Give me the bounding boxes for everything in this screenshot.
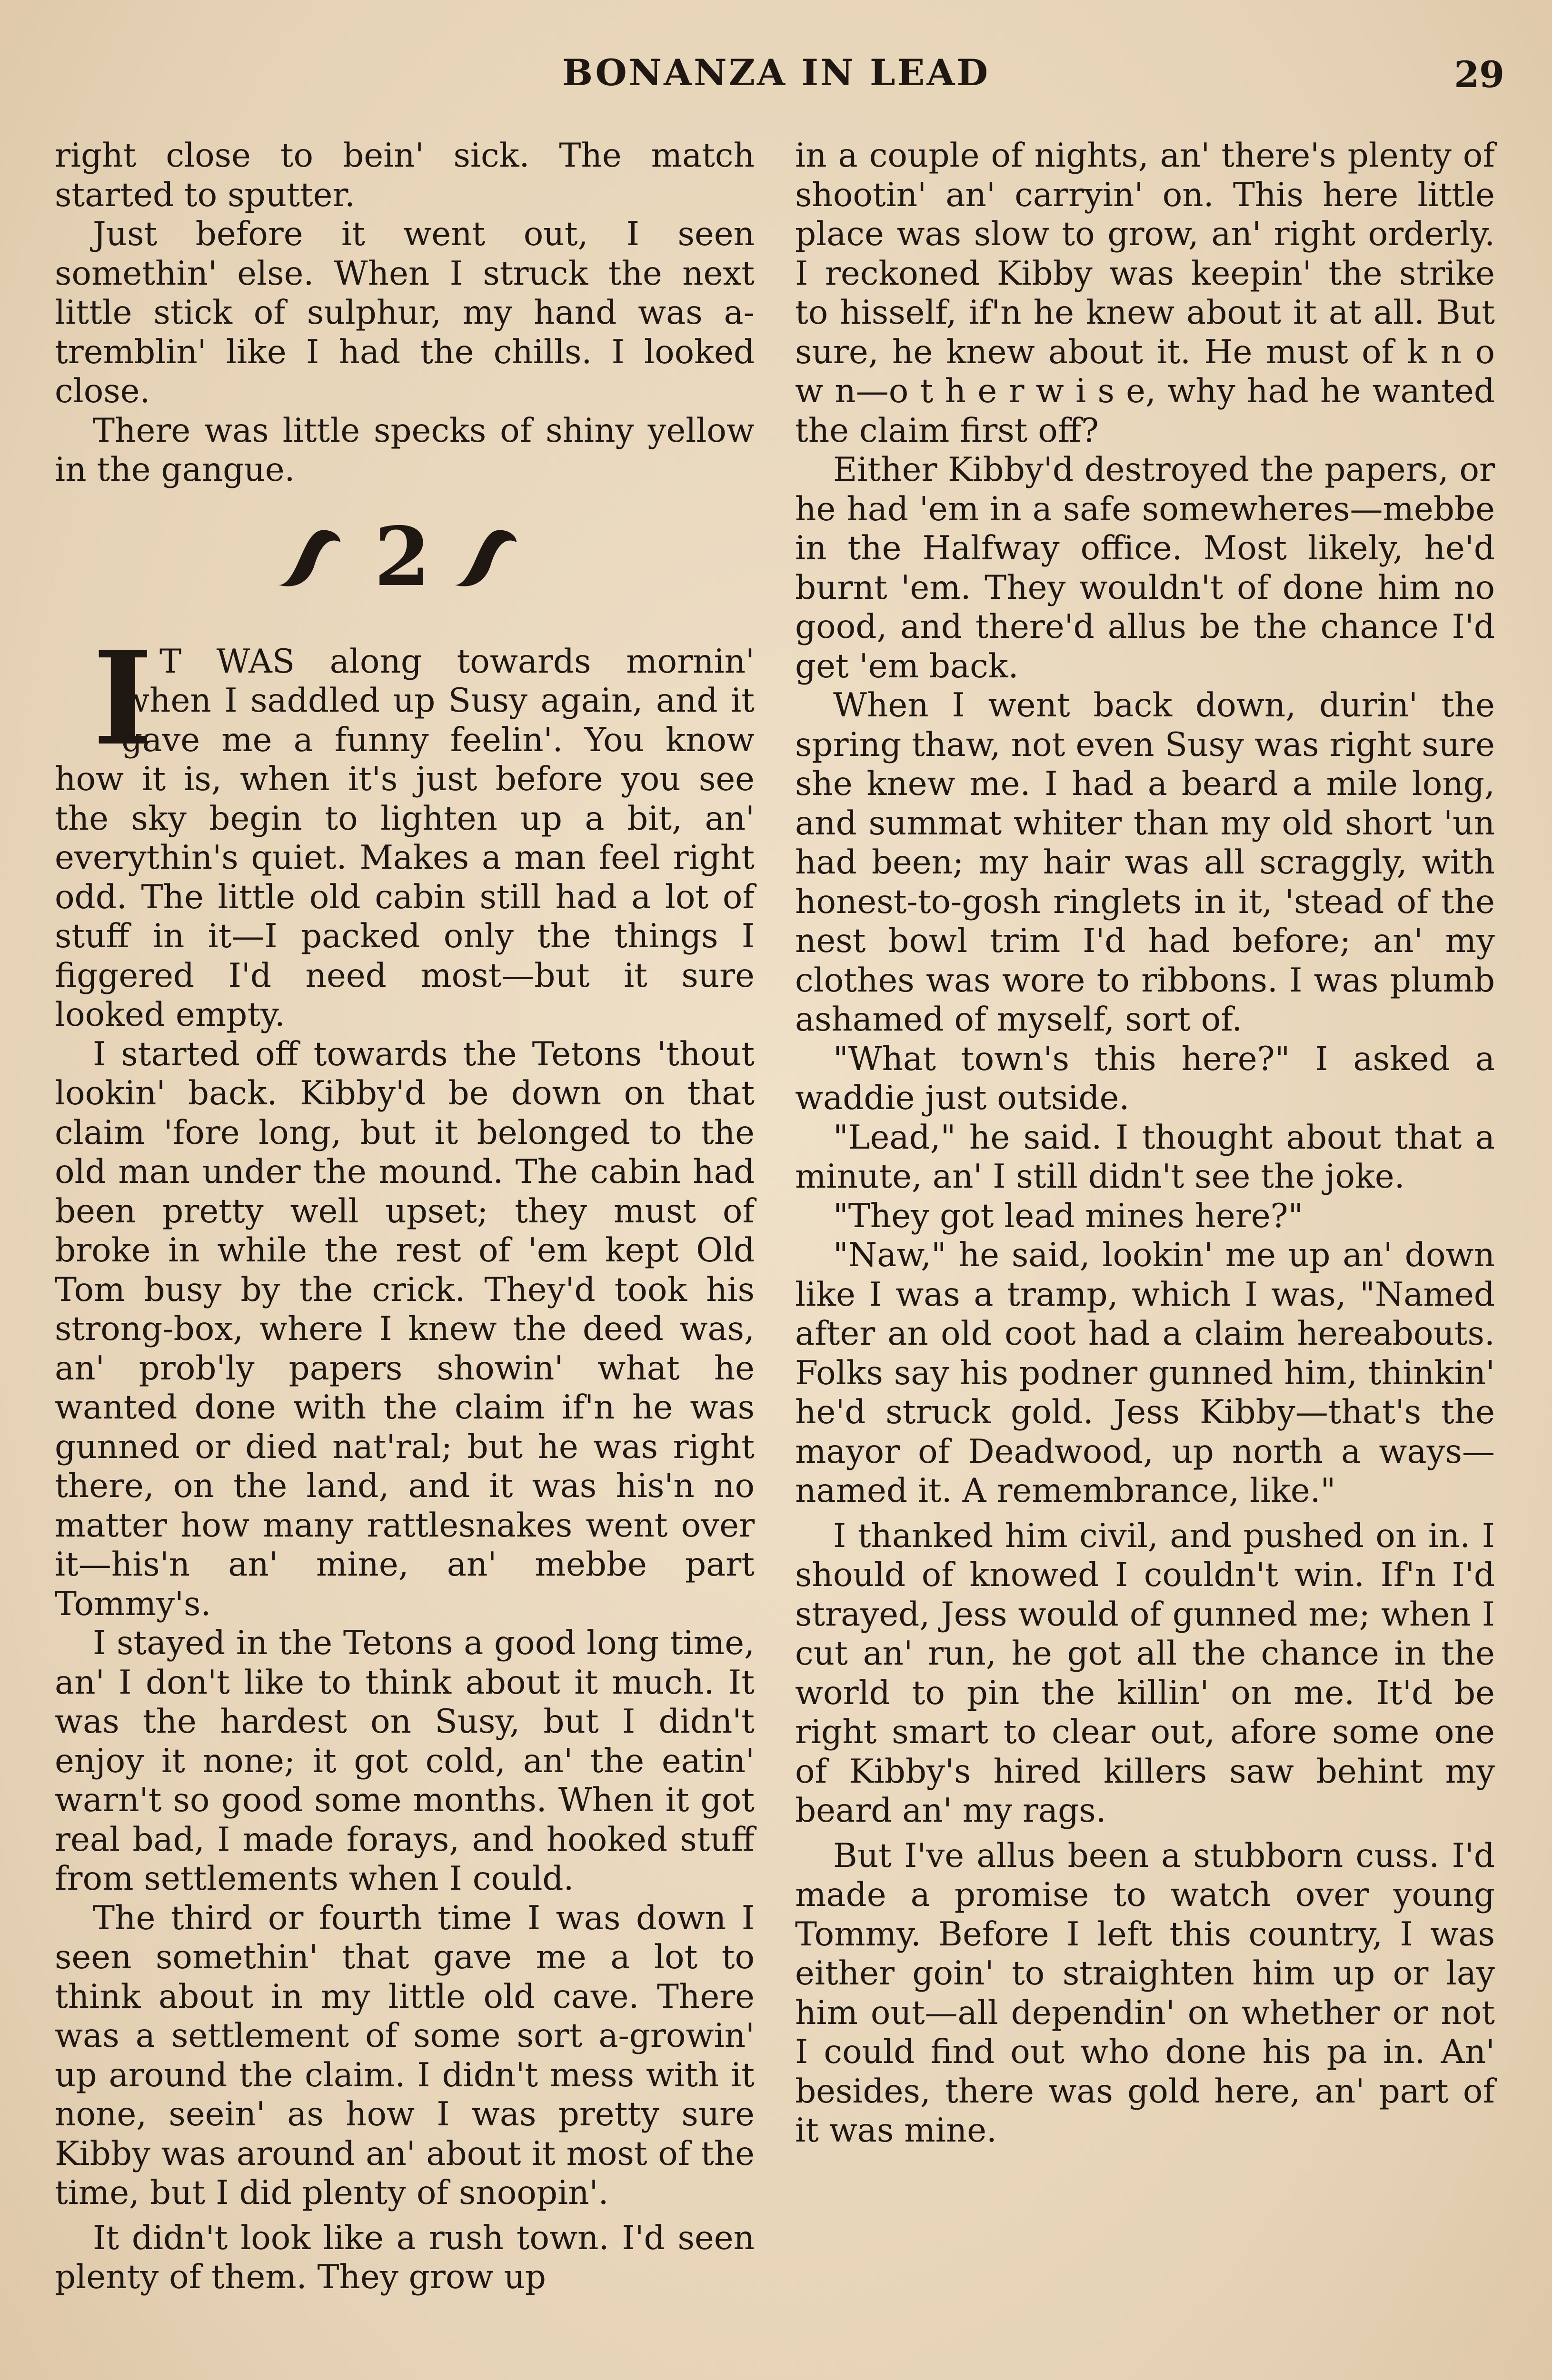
page-number: 29	[1454, 53, 1504, 96]
paragraph: The third or fourth time I was down I seen somethin' that gave me a lot to think about in my little old cave. There was a settlement of some sort a-growin' up around the claim. I didn't mess with it none, seein' as how I was pretty sure Kibby was around an' about it most of the time, but I did plenty of snoopin'.	[55, 1899, 755, 2212]
right-column	[795, 136, 1495, 2151]
section-number: 2	[374, 513, 431, 599]
paragraph: "Naw," he said, lookin' me up an' down like I was a tramp, which I was, "Named after an old coot had a claim hereabouts. Folks say his podner gunned him, thinkin' he'd struck gold. Jess Kibby—that's the mayor of Deadwood, up north a ways—named it. A remembrance, like."	[795, 1236, 1495, 1510]
paragraph: Just before it went out, I seen somethin' else. When I struck the next little stick of sulphur, my hand was a-tremblin' like I had the chills. I looked close.	[55, 215, 755, 410]
section-number-ornament	[269, 514, 536, 599]
paragraph: "What town's this here?" I asked a waddie just outside.	[795, 1040, 1495, 1117]
left-column	[55, 136, 755, 2297]
paragraph: Either Kibby'd destroyed the papers, or he had 'em in a safe somewheres—mebbe in the Halfway office. Most likely, he'd burnt 'em. They wouldn't of done him no good, and there'd allus be the chance I'd get 'em back.	[795, 451, 1495, 685]
paragraph: I started off towards the Tetons 'thout lookin' back. Kibby'd be down on that claim 'fore long, but it belonged to the old man under the mound. The cabin had been pretty well upset; they must of broke in while the rest of 'em kept Old Tom busy by the crick. They'd took his strong-box, where I knew the deed was, an' prob'ly papers showin' what he wanted done with the claim if'n he was gunned or died nat'ral; but he was right there, on the land, and it was his'n no matter how many rattlesnakes went over it—his'n an' mine, an' mebbe part Tommy's.	[55, 1035, 755, 1623]
paragraph: There was little specks of shiny yellow in the gangue.	[55, 411, 755, 489]
paragraph: I thanked him civil, and pushed on in. I should of knowed I couldn't win. If'n I'd strayed, Jess would of gunned me; when I cut an' run, he got all the chance in the world to pin the killin' on me. It'd be right smart to clear out, afore some one of Kibby's hired killers saw behint my beard an' my rags.	[795, 1517, 1495, 1830]
paragraph: I stayed in the Tetons a good long time, an' I don't like to think about it much. It was the hardest on Susy, but I didn't enjoy it none; it got cold, an' the eatin' warn't so good some months. When it got real bad, I made forays, and hooked stuff from settlements when I could.	[55, 1624, 755, 1898]
opening-text: T WAS along towards mornin' when I saddled up Susy again, and it gave me a funny feelin'. You know how it is, when it's just before you see the sky begin to lighten up a bit, an' everythin's quiet. Makes a man feel right odd. The little old cabin still had a lot of stuff in it—I packed only the things I figgered I'd need most—but it sure looked empty.	[55, 642, 755, 1034]
running-title: BONANZA IN LEAD	[562, 51, 990, 94]
paragraph: "Lead," he said. I thought about that a minute, an' I still didn't see the joke.	[795, 1118, 1495, 1196]
opening-paragraph	[55, 622, 755, 1035]
paragraph: "They got lead mines here?"	[833, 1197, 1303, 1235]
paragraph: right close to bein' sick. The match started to sputter.	[55, 137, 755, 214]
paragraph: in a couple of nights, an' there's plenty of shootin' an' carryin' on. This here little place was slow to grow, an' right orderly. I reckoned Kibby was keepin' the strike to hisself, if'n he knew about it at all. But sure, he knew about it. He must of k n o w n—o t h e r w i s e, why had he wanted the claim first off?	[795, 137, 1495, 450]
section-break-ornament	[55, 490, 755, 642]
drop-cap: I	[93, 622, 153, 774]
paragraph: It didn't look like a rush town. I'd seen plenty of them. They grow up	[55, 2219, 755, 2296]
paragraph: But I've allus been a stubborn cuss. I'd made a promise to watch over young Tommy. Before I left this country, I was either goin' to straighten him up or lay him out—all dependin' on whether or not I could find out who done his pa in. An' besides, there was gold here, an' part of it was mine.	[795, 1836, 1495, 2150]
paragraph: When I went back down, durin' the spring thaw, not even Susy was right sure she knew me. I had a beard a mile long, and summat whiter than my old short 'un had been; my hair was all scraggly, with honest-to-gosh ringlets in it, 'stead of the nest bowl trim I'd had before; an' my clothes was wore to ribbons. I was plumb ashamed of myself, sort of.	[795, 686, 1495, 1039]
